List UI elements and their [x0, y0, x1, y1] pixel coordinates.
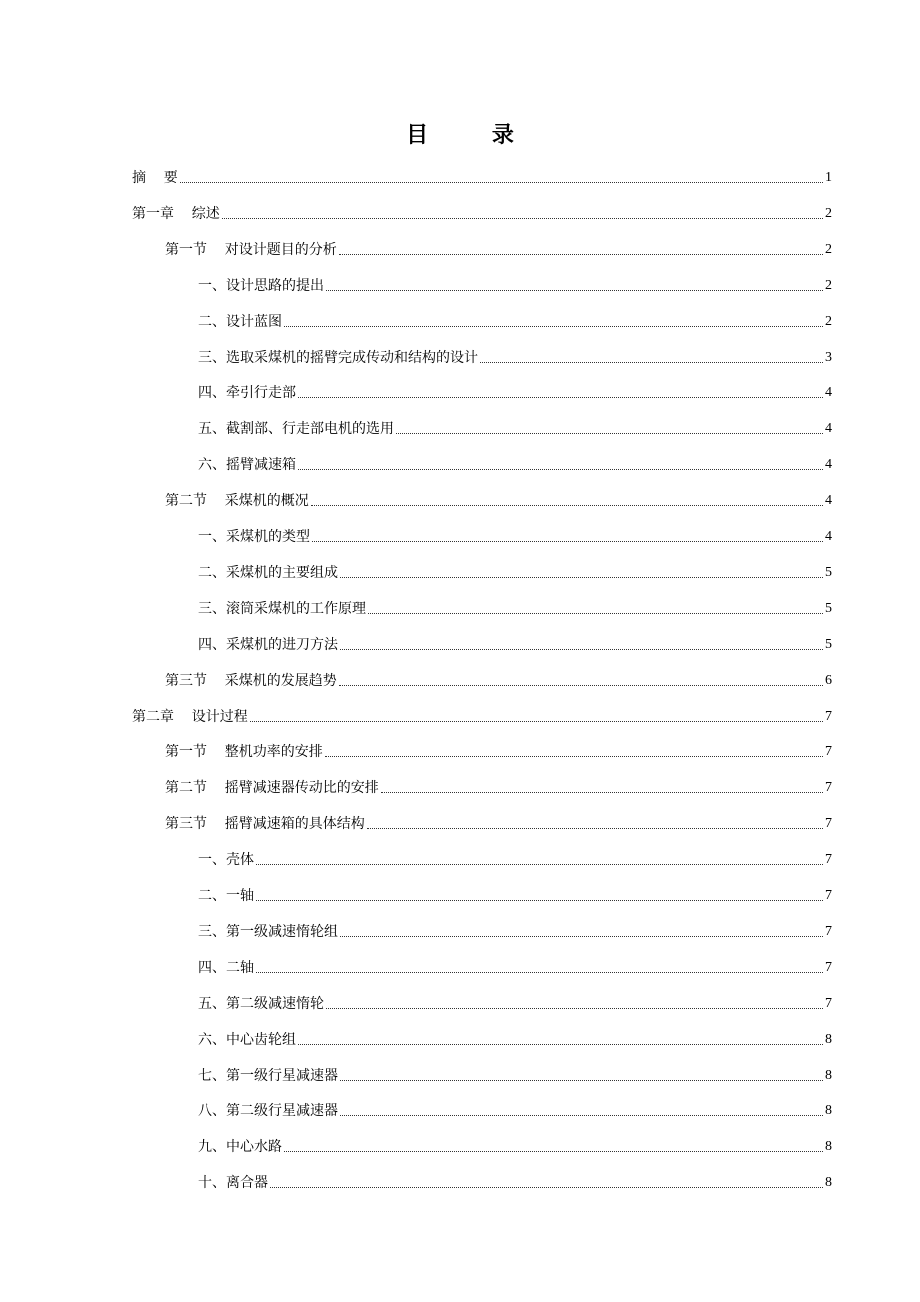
toc-entry-label: 六、摇臂减速箱 [198, 457, 296, 474]
dot-leader [339, 685, 823, 686]
toc-entry-label: 四、牵引行走部 [198, 385, 296, 402]
toc-entry[interactable] [198, 631, 832, 655]
toc-entry-label: 三、第一级减速惰轮组 [198, 923, 338, 940]
toc-entry-page-number: 3 [825, 349, 832, 365]
toc-entry[interactable] [198, 1026, 832, 1050]
toc-entry-page-number: 7 [825, 744, 832, 760]
toc-entry-label: 摘 要 [132, 170, 178, 186]
toc-entry-label: 八、第二级行星减速器 [198, 1103, 338, 1120]
dot-leader [298, 469, 823, 470]
toc-entry-page-number: 7 [825, 816, 832, 832]
dot-leader [250, 721, 823, 722]
dot-leader [340, 936, 823, 937]
toc-entry-page-number: 4 [825, 493, 832, 509]
dot-leader [367, 828, 823, 829]
toc-entry-page-number: 6 [825, 672, 832, 688]
toc-entry[interactable] [198, 846, 832, 870]
toc-entry-page-number: 8 [825, 1175, 832, 1191]
toc-entry[interactable] [165, 738, 832, 762]
toc-entry[interactable] [198, 415, 832, 439]
toc-entry-page-number: 4 [825, 529, 832, 544]
toc-entry-page-number: 2 [825, 241, 832, 257]
dot-leader [340, 577, 823, 578]
toc-entry-label: 六、中心齿轮组 [198, 1031, 296, 1048]
dot-leader [340, 1080, 823, 1081]
toc-entry-label: 第三节 采煤机的发展趋势 [165, 672, 337, 689]
toc-entry-label: 十、离合器 [198, 1175, 268, 1192]
toc-entry[interactable] [198, 308, 832, 332]
toc-entry-label: 二、一轴 [198, 888, 254, 904]
toc-entry-label: 四、二轴 [198, 959, 254, 976]
toc-entry-page-number: 4 [825, 421, 832, 437]
dot-leader [368, 613, 823, 614]
toc-entry-label: 二、设计蓝图 [198, 313, 282, 330]
toc-entry-label: 一、设计思路的提出 [198, 277, 324, 294]
dot-leader [311, 505, 823, 506]
toc-entry-page-number: 2 [825, 205, 832, 221]
toc-entry-page-number: 7 [825, 888, 832, 903]
dot-leader [256, 864, 823, 865]
toc-entry[interactable] [198, 990, 832, 1014]
toc-entry-page-number: 8 [825, 1067, 832, 1083]
toc-entry[interactable] [198, 379, 832, 403]
dot-leader [381, 792, 823, 793]
dot-leader [222, 218, 823, 219]
toc-entry-page-number: 8 [825, 1103, 832, 1119]
toc-entry[interactable] [198, 344, 832, 368]
toc-entry-label: 三、选取采煤机的摇臂完成传动和结构的设计 [198, 349, 478, 366]
dot-leader [340, 649, 823, 650]
dot-leader [339, 254, 823, 255]
toc-entry-label: 第二章 设计过程 [132, 708, 248, 725]
toc-entry-label: 三、滚筒采煤机的工作原理 [198, 600, 366, 617]
toc-entry[interactable] [198, 523, 832, 547]
toc-entry[interactable] [165, 774, 832, 798]
toc-entry-label: 第一节 对设计题目的分析 [165, 241, 337, 258]
toc-entry-label: 五、第二级减速惰轮 [198, 995, 324, 1012]
toc-entry[interactable] [198, 451, 832, 475]
toc-entry-page-number: 4 [825, 385, 832, 401]
dot-leader [326, 1008, 823, 1009]
toc-entry-page-number: 7 [825, 923, 832, 939]
toc-entry-page-number: 5 [825, 564, 832, 580]
toc-entry-page-number: 1 [825, 170, 832, 185]
dot-leader [284, 1151, 823, 1152]
toc-entry-page-number: 2 [825, 313, 832, 329]
toc-entry[interactable] [198, 918, 832, 942]
toc-entry-label: 四、采煤机的进刀方法 [198, 636, 338, 653]
dot-leader [284, 326, 823, 327]
dot-leader [480, 362, 823, 363]
dot-leader [326, 290, 823, 291]
toc-entry[interactable] [198, 1097, 832, 1121]
toc-entry[interactable] [198, 1062, 832, 1086]
toc-entry-label: 一、壳体 [198, 852, 254, 869]
dot-leader [180, 182, 823, 183]
toc-entry-page-number: 4 [825, 457, 832, 473]
toc-entry-page-number: 7 [825, 708, 832, 724]
toc-entry-page-number: 7 [825, 959, 832, 975]
toc-entry[interactable] [198, 595, 832, 619]
dot-leader [325, 756, 823, 757]
toc-entry-label: 九、中心水路 [198, 1139, 282, 1156]
toc-entry-label: 第二节 摇臂减速器传动比的安排 [165, 780, 379, 797]
toc-entry[interactable] [198, 882, 832, 906]
toc-entry-label: 第二节 采煤机的概况 [165, 493, 309, 510]
toc-entry-label: 二、采煤机的主要组成 [198, 564, 338, 581]
dot-leader [256, 900, 823, 901]
dot-leader [270, 1187, 823, 1188]
toc-entry-page-number: 7 [825, 852, 832, 868]
toc-entry-label: 五、截割部、行走部电机的选用 [198, 421, 394, 438]
toc-entry-page-number: 8 [825, 1139, 832, 1155]
toc-entry-page-number: 5 [825, 600, 832, 616]
dot-leader [298, 397, 823, 398]
toc-entry[interactable] [132, 200, 832, 224]
toc-entry[interactable] [198, 272, 832, 296]
toc-entry[interactable] [198, 1133, 832, 1157]
toc-entry[interactable] [132, 164, 832, 188]
toc-entry-page-number: 2 [825, 277, 832, 293]
toc-entry-label: 七、第一级行星减速器 [198, 1067, 338, 1084]
toc-entry-page-number: 5 [825, 636, 832, 652]
toc-entry[interactable] [198, 1169, 832, 1193]
toc-entry-page-number: 7 [825, 780, 832, 796]
dot-leader [312, 541, 823, 542]
toc-entry[interactable] [165, 810, 832, 834]
toc-entry[interactable] [198, 954, 832, 978]
toc-entry[interactable] [165, 667, 832, 691]
dot-leader [396, 433, 823, 434]
toc-entry[interactable] [165, 487, 832, 511]
toc-entry[interactable] [165, 236, 832, 260]
toc-entry-page-number: 7 [825, 995, 832, 1011]
toc-entry[interactable] [132, 703, 832, 727]
toc-entry-page-number: 8 [825, 1031, 832, 1047]
toc-entry-label: 第三节 摇臂减速箱的具体结构 [165, 816, 365, 833]
toc-entry-label: 一、采煤机的类型 [198, 529, 310, 545]
dot-leader [256, 972, 823, 973]
dot-leader [340, 1115, 823, 1116]
dot-leader [298, 1044, 823, 1045]
toc-entry[interactable] [198, 559, 832, 583]
toc-entry-label: 第一章 综述 [132, 205, 220, 222]
toc-entry-label: 第一节 整机功率的安排 [165, 744, 323, 761]
page-title: 目 录 [406, 123, 542, 148]
